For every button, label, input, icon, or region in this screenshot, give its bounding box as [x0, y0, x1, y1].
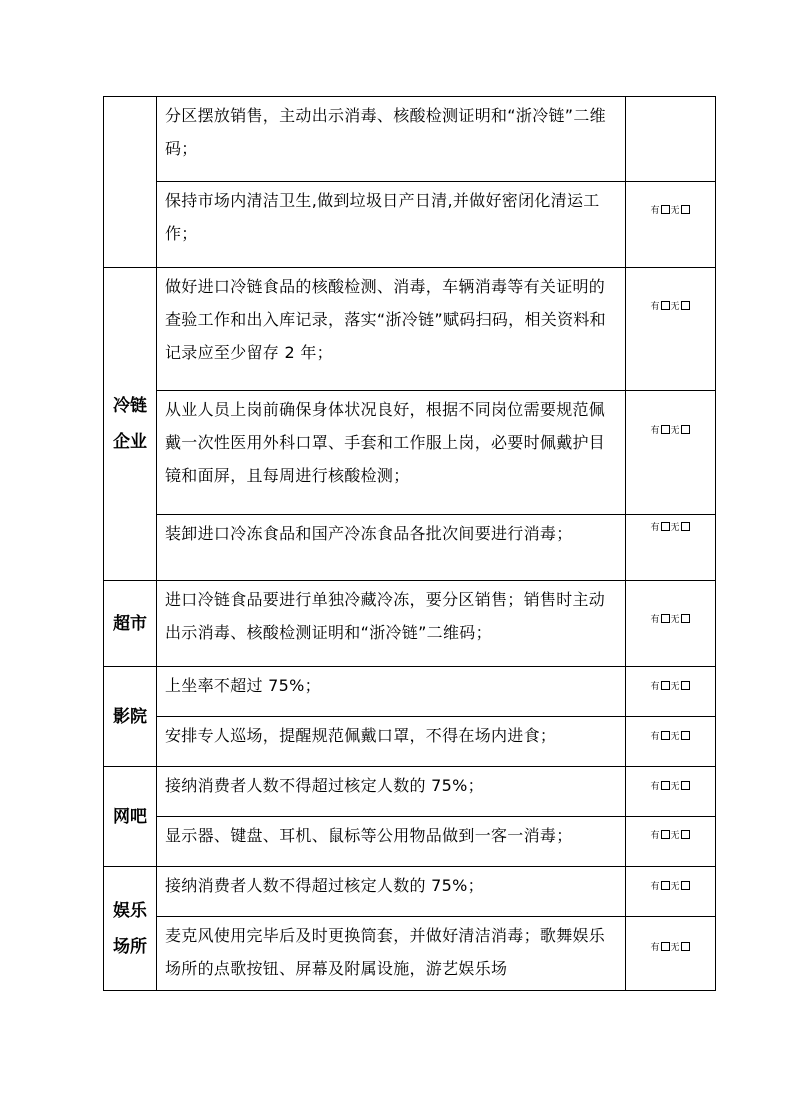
compliance-options	[650, 940, 690, 953]
requirement-text: 进口冷链食品要进行单独冷藏冷冻，要分区销售；销售时主动出示消毒、核酸检测证明和“浙冷链”二维码；	[157, 581, 626, 667]
compliance-options	[650, 729, 690, 742]
yes-label: 有	[650, 782, 660, 792]
category-cell	[104, 867, 157, 991]
compliance-cell	[626, 867, 716, 917]
table-row	[104, 717, 716, 767]
table-row	[104, 515, 716, 581]
compliance-options	[650, 879, 690, 892]
no-label: 无	[670, 523, 680, 533]
compliance-cell	[626, 717, 716, 767]
compliance-cell	[626, 268, 716, 391]
yes-label: 有	[650, 206, 660, 216]
compliance-cell	[626, 817, 716, 867]
no-checkbox[interactable]	[681, 830, 690, 839]
yes-checkbox[interactable]	[661, 731, 670, 740]
compliance-options	[650, 679, 690, 692]
yes-label: 有	[650, 943, 660, 953]
yes-label: 有	[650, 426, 660, 436]
requirement-text: 接纳消费者人数不得超过核定人数的 75%；	[157, 867, 626, 917]
compliance-cell	[626, 391, 716, 515]
table-row	[104, 867, 716, 917]
requirement-text: 接纳消费者人数不得超过核定人数的 75%；	[157, 767, 626, 817]
requirement-text: 显示器、键盘、耳机、鼠标等公用物品做到一客一消毒；	[157, 817, 626, 867]
yes-checkbox[interactable]	[661, 205, 670, 214]
yes-label: 有	[650, 615, 660, 625]
compliance-cell	[626, 581, 716, 667]
category-cell	[104, 767, 157, 867]
no-checkbox[interactable]	[681, 614, 690, 623]
no-checkbox[interactable]	[681, 681, 690, 690]
yes-label: 有	[650, 523, 660, 533]
no-label: 无	[670, 615, 680, 625]
yes-checkbox[interactable]	[661, 881, 670, 890]
yes-checkbox[interactable]	[661, 942, 670, 951]
no-checkbox[interactable]	[681, 881, 690, 890]
no-label: 无	[670, 682, 680, 692]
no-label: 无	[670, 943, 680, 953]
no-label: 无	[670, 882, 680, 892]
yes-checkbox[interactable]	[661, 301, 670, 310]
category-label: 企业	[113, 432, 147, 452]
no-checkbox[interactable]	[681, 942, 690, 951]
yes-checkbox[interactable]	[661, 425, 670, 434]
category-label: 冷链	[113, 396, 147, 416]
category-label: 影院	[113, 706, 147, 727]
requirement-text: 麦克风使用完毕后及时更换筒套，并做好清洁消毒；歌舞娱乐场所的点歌按钮、屏幕及附属设施，游艺娱乐场	[157, 917, 626, 991]
no-label: 无	[670, 782, 680, 792]
requirement-text: 保持市场内清洁卫生,做到垃圾日产日清,并做好密闭化清运工作；	[157, 182, 626, 268]
yes-label: 有	[650, 882, 660, 892]
yes-label: 有	[650, 302, 660, 312]
compliance-options	[650, 828, 690, 841]
compliance-cell	[626, 917, 716, 991]
no-checkbox[interactable]	[681, 781, 690, 790]
no-label: 无	[670, 426, 680, 436]
category-label: 场所	[113, 936, 147, 957]
compliance-options	[650, 423, 690, 436]
table-row	[104, 917, 716, 991]
table-row	[104, 268, 716, 391]
no-checkbox[interactable]	[681, 205, 690, 214]
no-checkbox[interactable]	[681, 301, 690, 310]
table-row	[104, 767, 716, 817]
inspection-table-body	[104, 97, 716, 991]
compliance-cell	[626, 667, 716, 717]
compliance-cell	[626, 767, 716, 817]
compliance-cell	[626, 515, 716, 581]
table-row	[104, 581, 716, 667]
no-checkbox[interactable]	[681, 425, 690, 434]
requirement-text: 分区摆放销售，主动出示消毒、核酸检测证明和“浙冷链”二维码；	[157, 97, 626, 182]
requirement-text: 从业人员上岗前确保身体状况良好，根据不同岗位需要规范佩戴一次性医用外科口罩、手套和工作服上岗，必要时佩戴护目镜和面屏，且每周进行核酸检测；	[157, 391, 626, 515]
category-label: 娱乐	[113, 900, 147, 921]
no-label: 无	[670, 206, 680, 216]
table-row	[104, 391, 716, 515]
category-label: 网吧	[113, 806, 147, 827]
yes-checkbox[interactable]	[661, 781, 670, 790]
inspection-table	[103, 96, 716, 991]
requirement-text: 做好进口冷链食品的核酸检测、消毒，车辆消毒等有关证明的查验工作和出入库记录，落实“浙冷链”赋码扫码，相关资料和记录应至少留存 2 年；	[157, 268, 626, 391]
yes-checkbox[interactable]	[661, 522, 670, 531]
yes-checkbox[interactable]	[661, 614, 670, 623]
no-checkbox[interactable]	[681, 522, 690, 531]
category-cell	[104, 268, 157, 581]
no-label: 无	[670, 831, 680, 841]
requirement-text: 装卸进口冷冻食品和国产冷冻食品各批次间要进行消毒；	[157, 515, 626, 581]
compliance-cell	[626, 182, 716, 268]
category-cell	[104, 97, 157, 268]
compliance-options	[650, 612, 690, 625]
table-row	[104, 667, 716, 717]
table-row	[104, 97, 716, 182]
compliance-options	[650, 299, 690, 312]
no-label: 无	[670, 302, 680, 312]
compliance-options	[650, 203, 690, 216]
yes-checkbox[interactable]	[661, 681, 670, 690]
no-label: 无	[670, 732, 680, 742]
yes-label: 有	[650, 831, 660, 841]
category-cell	[104, 581, 157, 667]
compliance-options	[650, 779, 690, 792]
requirement-text: 上坐率不超过 75%；	[157, 667, 626, 717]
compliance-cell	[626, 97, 716, 182]
table-row	[104, 817, 716, 867]
requirement-text: 安排专人巡场，提醒规范佩戴口罩，不得在场内进食；	[157, 717, 626, 767]
category-label: 超市	[113, 613, 147, 634]
yes-label: 有	[650, 682, 660, 692]
table-row	[104, 182, 716, 268]
category-cell	[104, 667, 157, 767]
yes-checkbox[interactable]	[661, 830, 670, 839]
compliance-options	[650, 520, 690, 533]
no-checkbox[interactable]	[681, 731, 690, 740]
yes-label: 有	[650, 732, 660, 742]
